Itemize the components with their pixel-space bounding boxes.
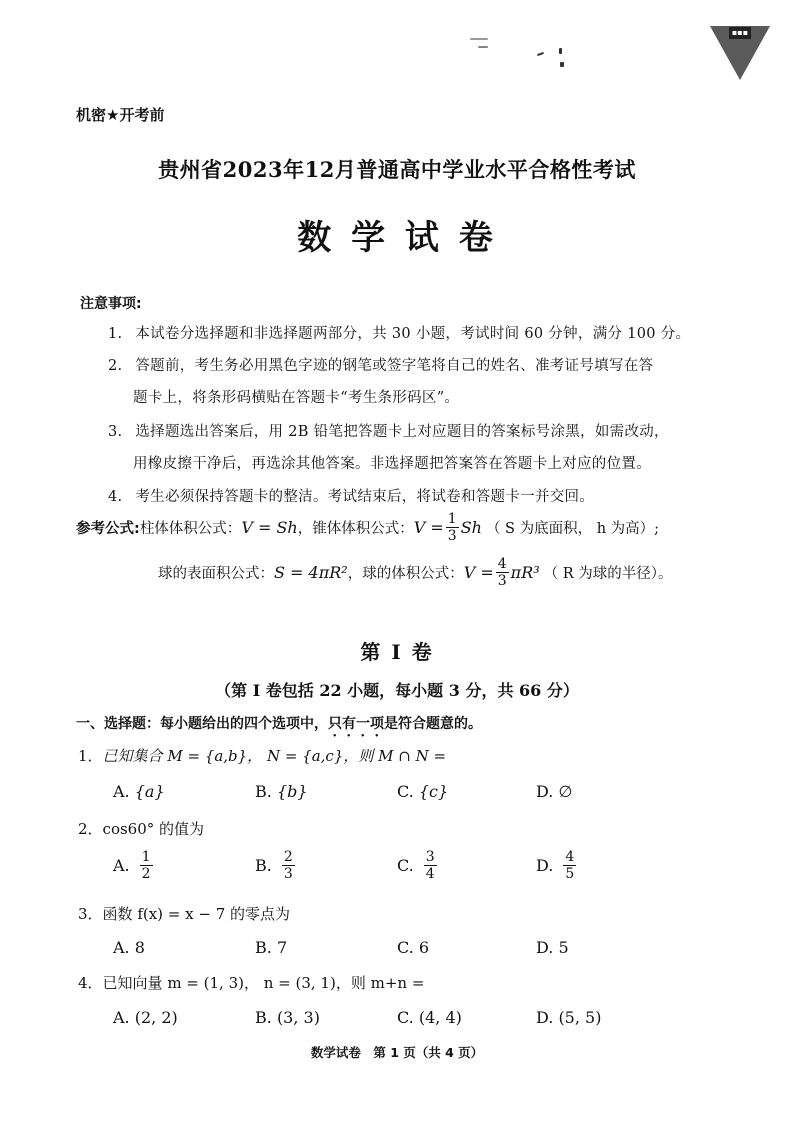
- formula-math: V =: [413, 518, 444, 537]
- fraction-denominator: 2: [141, 866, 151, 882]
- option-2d[interactable]: [536, 850, 578, 881]
- formula-text: ，球的体积公式：: [347, 566, 464, 582]
- formula-math: V = Sh: [241, 518, 298, 537]
- option-1d[interactable]: [536, 782, 572, 801]
- formula-text: （ S 为底面积， h 为高）;: [485, 521, 660, 537]
- fraction-numerator: 1: [447, 511, 457, 527]
- fraction: [424, 850, 437, 881]
- fraction-denominator: 4: [425, 866, 435, 882]
- question-number: 4．: [78, 974, 103, 992]
- subject-title: 数 学 试 卷: [297, 218, 497, 258]
- option-3c[interactable]: [397, 938, 429, 957]
- notice-number: 4.: [108, 489, 123, 505]
- option-label: C.: [397, 1008, 414, 1027]
- option-1a[interactable]: [113, 782, 165, 801]
- option-1b[interactable]: [255, 782, 308, 801]
- question-number: 2．: [78, 820, 103, 838]
- option-value: {a}: [134, 782, 165, 801]
- scan-mark: [537, 52, 544, 56]
- option-value: {c}: [418, 782, 449, 801]
- option-label: B.: [255, 1008, 272, 1027]
- page-footer: 数学试卷 第 1 页（共 4 页）: [310, 1045, 484, 1060]
- option-value: 7: [276, 938, 288, 957]
- formula-line-2: [158, 557, 673, 588]
- option-4c[interactable]: [397, 1008, 462, 1027]
- confidential-label: 机密★开考前: [76, 106, 165, 124]
- section-heading-text: 是符合题意的。: [384, 716, 482, 732]
- section-heading-emphasis: 只有一项: [328, 716, 384, 732]
- option-label: A.: [113, 856, 130, 875]
- option-label: B.: [255, 938, 272, 957]
- fraction: [140, 850, 153, 881]
- option-value: (5, 5): [558, 1008, 602, 1027]
- option-label: D.: [536, 1008, 554, 1027]
- notice-heading: 注意事项:: [80, 296, 142, 312]
- notice-item-4: [108, 485, 594, 506]
- notice-number: 2.: [108, 358, 123, 374]
- notice-item-3: [108, 420, 669, 441]
- notice-item-2: [108, 354, 653, 375]
- option-label: D.: [536, 782, 554, 801]
- part-title: 第 I 卷: [360, 640, 434, 664]
- option-value: 5: [558, 938, 569, 957]
- notice-number: 1.: [108, 326, 123, 342]
- exam-seal-label: ▪▪▪: [729, 27, 751, 39]
- question-2: [78, 818, 204, 839]
- option-label: B.: [255, 856, 272, 875]
- question-number: 3．: [78, 905, 103, 923]
- option-value: 6: [418, 938, 430, 957]
- part-subtitle: （第 I 卷包括 22 小题，每小题 3 分，共 66 分）: [215, 681, 579, 700]
- option-label: B.: [255, 782, 272, 801]
- fraction-numerator: 2: [283, 849, 293, 865]
- question-stem: 函数 f(x) = x − 7 的零点为: [102, 905, 291, 923]
- formula-text: 球的表面积公式：: [158, 566, 274, 582]
- fraction: [563, 850, 576, 881]
- notice-number: 3.: [108, 424, 123, 440]
- option-label: A.: [113, 1008, 130, 1027]
- section-heading-text: 一、选择题：每小题给出的四个选项中，: [76, 716, 328, 732]
- option-value: (4, 4): [418, 1008, 462, 1027]
- fraction-denominator: 3: [497, 573, 507, 589]
- notice-text: 选择题选出答案后，用 2B 铅笔把答题卡上对应题目的答案标号涂黑，如需改动，: [135, 424, 669, 440]
- formula-math: πR³: [510, 563, 540, 582]
- question-stem: cos60° 的值为: [102, 820, 205, 838]
- formula-math: Sh: [460, 518, 482, 537]
- option-3b[interactable]: [255, 938, 287, 957]
- formula-text: （ R 为球的半径）。: [543, 566, 673, 582]
- fraction-denominator: 3: [283, 866, 293, 882]
- option-label: C.: [397, 938, 414, 957]
- fraction-numerator: 3: [425, 849, 435, 865]
- option-2c[interactable]: [397, 850, 439, 881]
- option-label: D.: [536, 856, 554, 875]
- fraction-numerator: 1: [141, 849, 151, 865]
- option-3d[interactable]: [536, 938, 569, 957]
- question-1: [78, 745, 446, 766]
- formula-text: 柱体体积公式：: [139, 521, 242, 537]
- section-heading: [76, 713, 482, 740]
- option-4b[interactable]: [255, 1008, 320, 1027]
- notice-item-3-cont: 用橡皮擦干净后，再选涂其他答案。非选择题把答案答在答题卡上对应的位置。: [133, 456, 651, 472]
- fraction: [282, 850, 295, 881]
- option-label: D.: [536, 938, 554, 957]
- formula-math: V =: [463, 563, 494, 582]
- option-4d[interactable]: [536, 1008, 601, 1027]
- question-stem: 已知集合 M = {a,b}， N = {a,c}，则 M ∩ N =: [102, 747, 447, 765]
- option-value: 8: [134, 938, 145, 957]
- fraction-denominator: 3: [447, 528, 457, 544]
- option-value: (3, 3): [276, 1008, 320, 1027]
- exam-title: 贵州省2023年12月普通高中学业水平合格性考试: [158, 157, 636, 182]
- option-2a[interactable]: [113, 850, 155, 881]
- option-label: A.: [113, 938, 130, 957]
- scan-mark: [478, 46, 488, 48]
- fraction-denominator: 5: [565, 866, 575, 882]
- option-value: (2, 2): [134, 1008, 178, 1027]
- scan-mark: [560, 62, 564, 67]
- option-value: {b}: [276, 782, 308, 801]
- option-3a[interactable]: [113, 938, 145, 957]
- option-4a[interactable]: [113, 1008, 178, 1027]
- formula-label: 参考公式:: [76, 521, 140, 537]
- scan-mark: [559, 48, 562, 54]
- question-3: [78, 903, 290, 924]
- formula-math: S = 4πR²: [274, 563, 348, 582]
- fraction: [446, 512, 459, 543]
- option-1c[interactable]: [397, 782, 448, 801]
- fraction: [496, 557, 509, 588]
- formula-line-1: [76, 512, 659, 543]
- notice-text: 本试卷分选择题和非选择题两部分，共 30 小题，考试时间 60 分钟，满分 100 分。: [135, 326, 691, 342]
- formula-text: ，锥体体积公式：: [297, 521, 414, 537]
- notice-item-2-cont: 题卡上，将条形码横贴在答题卡“考生条形码区”。: [133, 390, 460, 406]
- question-4: [78, 972, 424, 993]
- question-number: 1．: [78, 747, 103, 765]
- notice-text: 考生必须保持答题卡的整洁。考试结束后，将试卷和答题卡一并交回。: [135, 489, 595, 505]
- fraction-numerator: 4: [497, 556, 507, 572]
- notice-text: 答题前，考生务必用黑色字迹的钢笔或签字笔将自己的姓名、准考证号填写在答: [135, 358, 654, 374]
- fraction-numerator: 4: [565, 849, 575, 865]
- question-stem: 已知向量 m = (1, 3)， n = (3, 1)，则 m+n =: [102, 974, 425, 992]
- option-2b[interactable]: [255, 850, 297, 881]
- notice-item-1: [108, 322, 690, 343]
- option-label: C.: [397, 782, 414, 801]
- option-value: ∅: [558, 782, 573, 801]
- option-label: A.: [113, 782, 130, 801]
- option-label: C.: [397, 856, 414, 875]
- scan-mark: [470, 38, 488, 40]
